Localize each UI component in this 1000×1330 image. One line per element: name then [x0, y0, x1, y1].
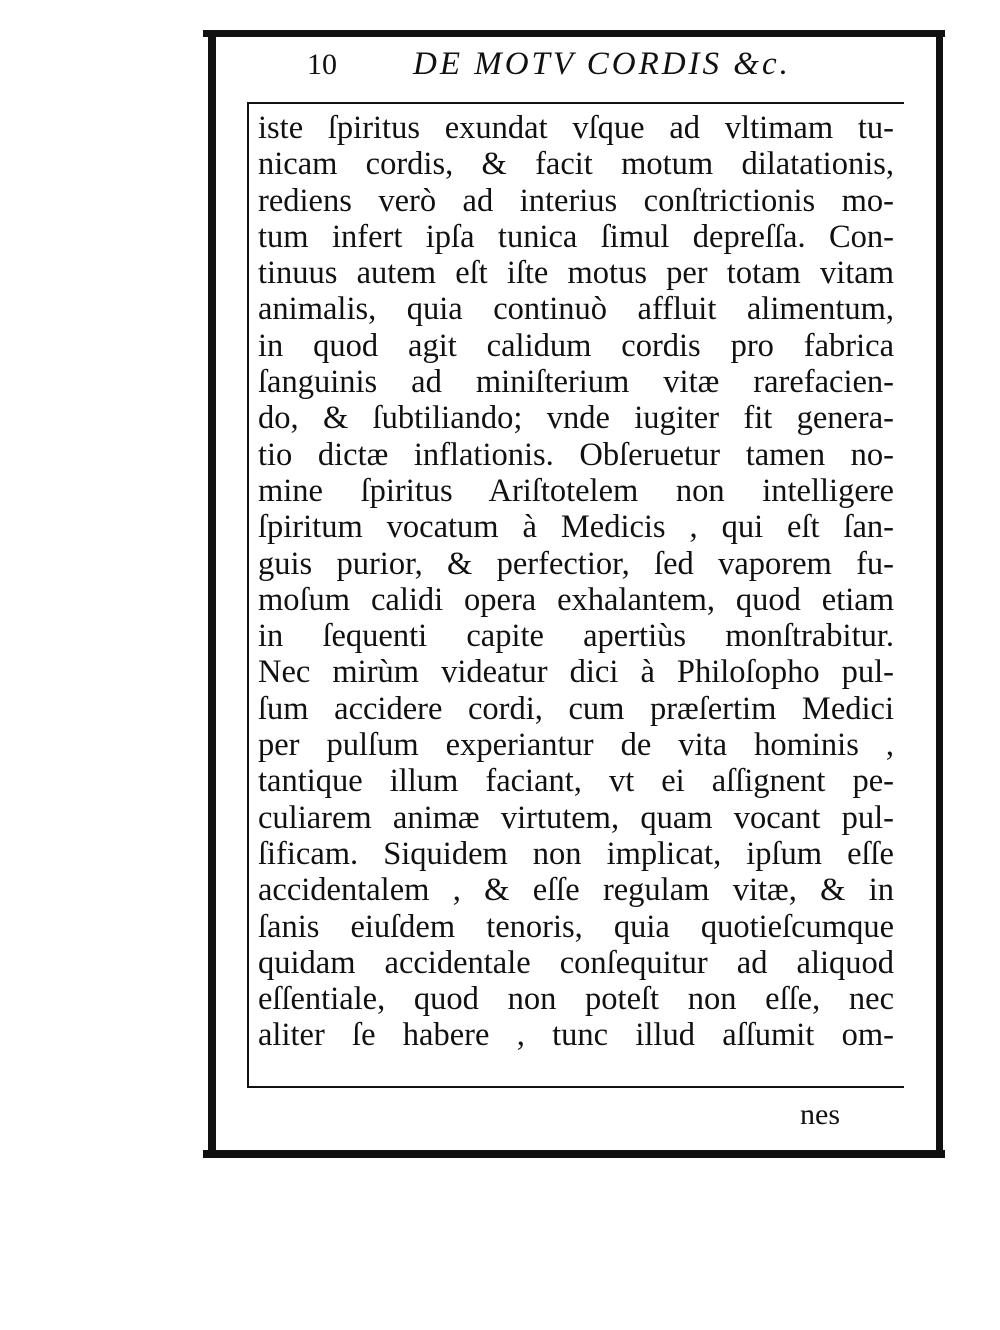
catchword: nes — [800, 1098, 840, 1131]
text-line: culiarem animæ virtutem, quam vocant pul- — [258, 799, 894, 836]
top-rule — [203, 30, 945, 37]
text-line: quidam accidentale conſequitur ad aliquod — [258, 944, 894, 981]
body-text — [258, 110, 894, 1054]
page-number: 10 — [307, 48, 337, 81]
text-line: iste ſpiritus exundat vſque ad vltimam tu- — [258, 110, 894, 146]
text-line: ſanis eiuſdem tenoris, quia quotieſcumque — [258, 908, 894, 945]
text-line: in quod agit calidum cordis pro fabrica — [258, 327, 894, 364]
text-line: guis purior, & perfectior, ſed vaporem fu- — [258, 545, 894, 582]
text-line: in ſequenti capite apertiùs monſtrabitur. — [258, 618, 894, 655]
text-line: do, & ſubtiliando; vnde iugiter fit genera- — [258, 400, 894, 437]
text-line: tio dictæ inflationis. Obſeruetur tamen no- — [258, 436, 894, 473]
text-line: ſpiritum vocatum à Medicis , qui eſt ſan- — [258, 509, 894, 546]
text-line: Nec mirùm videatur dici à Philoſopho pul- — [258, 654, 894, 691]
text-line: nicam cordis, & facit motum dilatationis, — [258, 146, 894, 183]
text-line: ſanguinis ad miniſterium vitæ rarefacien- — [258, 364, 894, 401]
page-header — [245, 46, 905, 90]
text-line: animalis, quia continuò affluit alimentum, — [258, 291, 894, 328]
text-line: rediens verò ad interius conſtrictionis mo- — [258, 182, 894, 219]
text-line: accidentalem , & eſſe regulam vitæ, & in — [258, 872, 894, 909]
left-border — [208, 30, 216, 1154]
text-line: ſum accidere cordi, cum præſertim Medici — [258, 690, 894, 727]
text-line: eſſentiale, quod non poteſt non eſſe, nec — [258, 981, 894, 1018]
right-border — [936, 30, 943, 1154]
text-line: tum infert ipſa tunica ſimul depreſſa. Con- — [258, 218, 894, 255]
text-line: mine ſpiritus Ariſtotelem non intelligere — [258, 472, 894, 509]
running-head: DE MOTV CORDIS &c. — [413, 46, 791, 82]
text-line: ſificam. Siquidem non implicat, ipſum eſſe — [258, 835, 894, 872]
text-line: tantique illum faciant, vt ei aſſignent pe- — [258, 763, 894, 800]
text-line: moſum calidi opera exhalantem, quod etiam — [258, 581, 894, 618]
text-line: per pulſum experiantur de vita hominis , — [258, 727, 894, 764]
text-line: aliter ſe habere , tunc illud aſſumit om- — [258, 1017, 894, 1054]
bottom-rule — [203, 1150, 945, 1158]
text-line: tinuus autem eſt iſte motus per totam vitam — [258, 255, 894, 292]
